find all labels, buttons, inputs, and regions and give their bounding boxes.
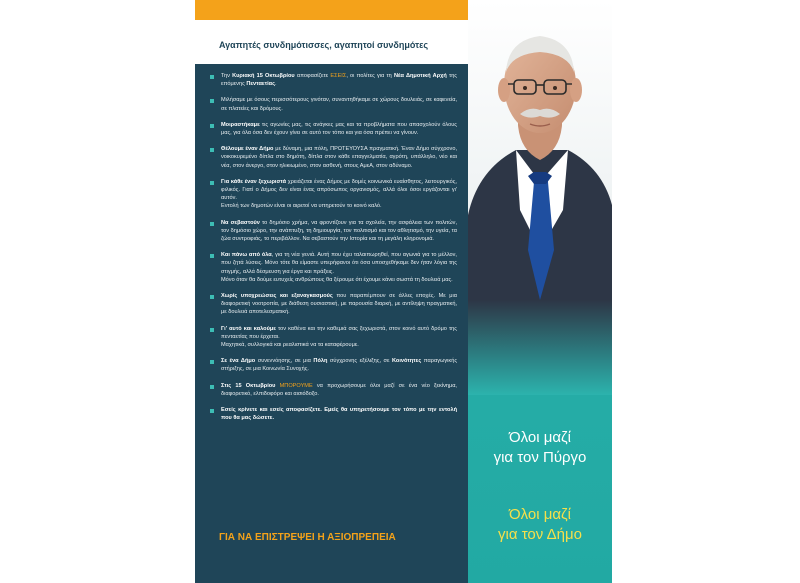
- tagline-dimos: [468, 505, 612, 545]
- text-segment: Κυριακή 15 Οκτωβρίου: [232, 73, 295, 79]
- square-bullet-icon: [210, 409, 214, 413]
- paragraph-text: [221, 96, 457, 112]
- text-segment: Μόνο όταν θα δούμε ευτυχείς ανθρώπους θα ξέρουμε ότι έχουμε κάνει σωστά τη δουλειά μας.: [221, 276, 453, 283]
- text-segment: Χωρίς υποχρεώσεις και εξαναγκασμούς: [221, 293, 333, 300]
- text-segment: να προχωρήσουμε όλοι μαζί σε ένα νέο ξεκίνημα, διαφορετικό, ελπιδοφόρο και αισιόδοξο.: [221, 382, 457, 397]
- tagline-pyrgos: [468, 428, 612, 468]
- paragraph-text: [221, 72, 457, 88]
- tagline-pyrgos-line-2: για τον Πύργο: [493, 449, 587, 466]
- text-segment: τον καθένα και την καθεμιά σας ξεχωριστά, στον κοινό αυτό δρόμο της πενταετίας που έρχεται.: [221, 325, 457, 340]
- letter-paragraph: [207, 357, 457, 373]
- text-segment: Γι' αυτό και καλούμε: [221, 325, 276, 332]
- text-segment: χρειάζεται ένας Δήμος με δομές κοινωνικά ευαίσθητος, λειτουργικός, φιλικός. Γιατί ο Δήμος δεν είναι ένας απρόσωπος οργανισμός, αλλά όλοι όσοι εργάζονται γι' αυτόν.: [221, 178, 457, 202]
- square-bullet-icon: [210, 385, 214, 389]
- campaign-flyer: [195, 0, 612, 583]
- letter-column: [195, 0, 468, 583]
- paragraph-text: [221, 145, 457, 170]
- letter-paragraph: [207, 382, 457, 398]
- text-segment: της επόμενης: [221, 73, 458, 88]
- text-segment: Θέλουμε έναν Δήμο: [221, 146, 274, 153]
- text-segment: Και πάνω από όλα: [221, 252, 272, 259]
- text-segment: Κοινότητες: [392, 358, 422, 365]
- orange-top-bar: [195, 0, 468, 20]
- letter-paragraph: [207, 96, 457, 112]
- letter-paragraph: [207, 251, 457, 284]
- letter-paragraph: [207, 178, 457, 211]
- text-segment: Εντολή των δημοτών είναι οι αιρετοί να υπηρετούν το κοινό καλό.: [221, 203, 382, 210]
- text-segment: Να σεβαστούν: [221, 219, 260, 226]
- slogan: ΓΙΑ ΝΑ ΕΠΙΣΤΡΕΨΕΙ Η ΑΞΙΟΠΡΕΠΕΙΑ: [219, 532, 396, 543]
- paragraph-text: [221, 178, 457, 211]
- paragraph-text: [221, 325, 457, 350]
- letter-paragraphs: [207, 72, 457, 431]
- text-segment: .: [274, 81, 277, 88]
- text-segment: Σε ένα Δήμο: [221, 358, 256, 365]
- candidate-column: [468, 0, 612, 583]
- text-segment: με δύναμη, μια πόλη, ΠΡΩΤΕΥΟΥΣΑ πραγματική. Έναν Δήμο σύγχρονο, νοικοκυρεμένο δίπλα στο δημότη, δίπλα στον κάθε επαγγελματία, αγρότη, υπάλληλο, νέο και νέα, στον άνεργο, στον ηλικιωμένο, στον ασθενή, στους ΑμεΑ, στον αδύναμο.: [221, 146, 457, 169]
- square-bullet-icon: [210, 328, 214, 332]
- paragraph-text: [221, 357, 457, 373]
- text-segment: παραγωγικής στήριξης, σε μια Κοινωνία Συνοχής.: [221, 358, 458, 373]
- square-bullet-icon: [210, 99, 214, 103]
- square-bullet-icon: [210, 148, 214, 152]
- text-segment: Εσείς κρίνετε και εσείς αποφασίζετε. Εμείς θα υπηρετήσουμε τον τόπο με την εντολή που θα μας δώσετε.: [221, 407, 457, 422]
- text-segment: Για κάθε έναν ξεχωριστά: [221, 178, 287, 185]
- text-segment: Νέα Δημοτική Αρχή: [393, 73, 447, 79]
- text-segment: Μοιραστήκαμε: [221, 121, 260, 128]
- tagline-pyrgos-line-1: Όλοι μαζί: [509, 429, 571, 446]
- text-segment: Πενταετίας: [246, 81, 275, 88]
- letter-paragraph: [207, 325, 457, 350]
- text-segment: Πόλη: [313, 358, 328, 365]
- letter-paragraph: [207, 145, 457, 170]
- square-bullet-icon: [210, 222, 214, 226]
- square-bullet-icon: [210, 181, 214, 185]
- text-segment: , οι πολίτες για τη: [346, 73, 394, 79]
- tagline-dimos-line-2: για τον Δήμο: [498, 526, 582, 543]
- square-bullet-icon: [210, 295, 214, 299]
- square-bullet-icon: [210, 75, 214, 79]
- text-segment: , για τη νέα γενιά. Αυτή που έχει ταλαιπωρηθεί, που αγωνιά για το μέλλον, που ζητά λύσεις. Μόνο τότε θα είμαστε υπερήφανοι ότι όσα υποσχεθήκαμε δεν ήταν λόγια της στιγμής, αλλά δέσμευση για έργα και πράξεις.: [221, 252, 457, 275]
- text-segment: Στις 15 Οκτωβρίου: [221, 382, 276, 389]
- text-segment: αποφασίζετε: [294, 73, 331, 79]
- text-segment: ΜΠΟΡΟΥΜΕ: [279, 382, 313, 389]
- letter-paragraph: [207, 72, 457, 88]
- text-segment: ΕΣΕΙΣ: [330, 73, 347, 79]
- text-segment: Την: [221, 73, 233, 79]
- paragraph-text: [221, 219, 457, 244]
- square-bullet-icon: [210, 360, 214, 364]
- tagline-dimos-line-1: Όλοι μαζί: [509, 506, 571, 523]
- text-segment: συνεννόησης, σε μια: [255, 358, 314, 365]
- text-segment: τις αγωνίες μας, τις ανάγκες μας και τα προβλήματα που απασχολούν όλους μας, για όλα όσα δεν έχουν γίνει σε αυτό τον τόπο και για όσα πρέπει να γίνουν.: [221, 121, 457, 137]
- square-bullet-icon: [210, 124, 214, 128]
- paragraph-text: [221, 251, 457, 284]
- candidate-portrait-illustration: [468, 0, 612, 395]
- letter-paragraph: [207, 219, 457, 244]
- letter-paragraph: [207, 292, 457, 317]
- paragraph-text: [221, 406, 457, 422]
- paragraph-text: [221, 292, 457, 317]
- text-segment: Μιλήσαμε με όσους περισσότερους γινόταν, συναντηθήκαμε σε χώρους δουλειάς, σε καφενεία, σε πλατείες και δρόμους.: [221, 97, 457, 112]
- text-segment: σύγχρονης εξέλιξης, σε: [327, 358, 393, 365]
- text-segment: που παραπέμπουν σε άλλες εποχές. Με μια διαφορετική νοοτροπία, με διάθεση ουσιαστική, με παρουσία διαρκή, με αντίληψη πραγματική, με δουλειά αποτελεσματική.: [221, 293, 457, 316]
- paragraph-text: [221, 121, 457, 137]
- text-segment: το δημόσιο χρήμα, να φροντίζουν για τα σχολεία, την ασφάλεια των πολιτών, τον δημόσιο χώρο, την ανάπτυξη, τη δημιουργία, τον πολιτισμό και τον αθλητισμό, την υγεία, τα ζώα συντροφιάς, το περιβάλλον. Να σεβαστούν την Ιστορία και τη μεγάλη κληρονομιά.: [221, 219, 457, 243]
- greeting-heading: Αγαπητές συνδημότισσες, αγαπητοί συνδημότες: [219, 40, 429, 50]
- letter-paragraph: [207, 121, 457, 137]
- square-bullet-icon: [210, 254, 214, 258]
- text-segment: Μαχητικά, συλλογικά και ρεαλιστικά να τα καταφέρουμε.: [221, 342, 359, 349]
- candidate-photo: [468, 0, 612, 395]
- letter-paragraph: [207, 406, 457, 422]
- paragraph-text: [221, 382, 457, 398]
